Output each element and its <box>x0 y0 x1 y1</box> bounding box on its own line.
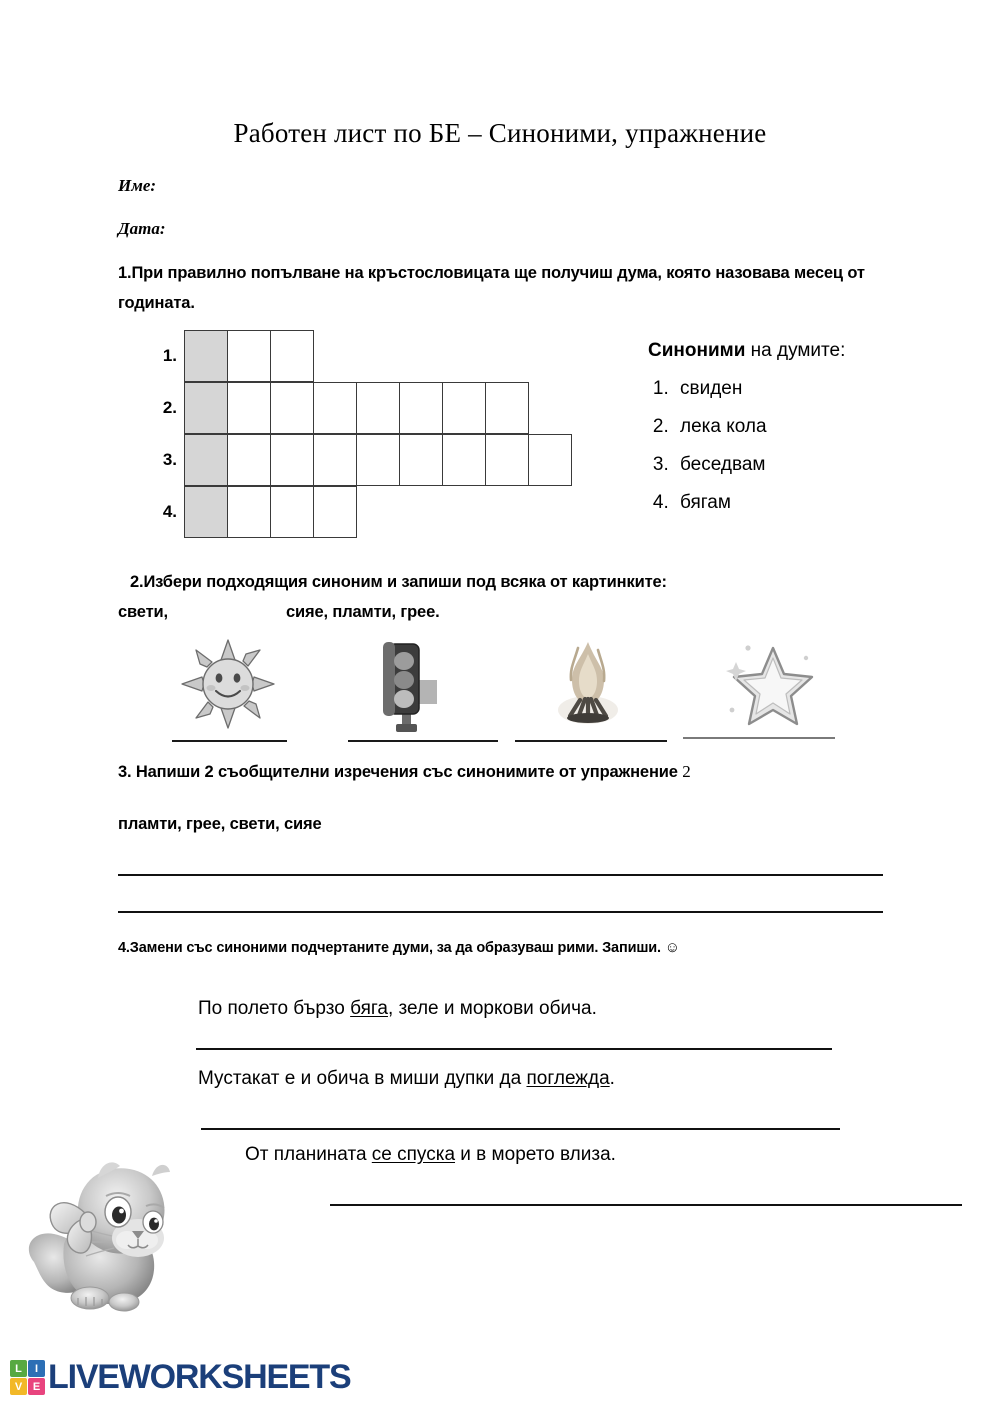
crossword-cell-shaded[interactable] <box>184 330 228 382</box>
exercise-4-answer-line-3[interactable] <box>330 1204 962 1206</box>
crossword-cells <box>185 383 529 434</box>
synonym-item: 1. свиден <box>674 370 845 408</box>
picture-slot-traffic-light <box>350 636 465 736</box>
exercise-2-word-first: свети, <box>118 603 168 621</box>
sentence-2-underlined-word: поглежда <box>526 1068 610 1089</box>
crossword-cell[interactable] <box>227 330 271 382</box>
crossword-cell[interactable] <box>442 382 486 434</box>
crossword-row <box>155 382 572 434</box>
sentence-3-underlined-word: се спуска <box>371 1144 456 1165</box>
rhyme-sentence-1 <box>198 998 597 1020</box>
sentence-2-before: Мустакат е и обича в миши дупки да <box>198 1068 527 1089</box>
smiley-icon: ☺ <box>664 939 680 956</box>
sentence-2-after: . <box>609 1068 615 1089</box>
exercise-1-instruction: 1.При правилно попълване на кръстословицата ще получиш дума, която назовава месец от годината. <box>118 264 865 312</box>
crossword-row-number: 4. <box>162 502 177 521</box>
exercise-2-instruction <box>118 567 908 627</box>
crossword-row-number: 1. <box>162 346 177 365</box>
rhyme-sentence-2 <box>198 1068 615 1090</box>
picture-answer-line-3[interactable] <box>515 740 667 742</box>
sun-icon <box>178 636 278 732</box>
synonym-item: 2. лека кола <box>674 408 845 446</box>
crossword-cell[interactable] <box>227 434 271 486</box>
picture-slot-sun <box>170 636 285 736</box>
synonyms-heading <box>648 332 845 370</box>
liveworksheets-logo <box>10 1358 350 1397</box>
picture-answer-line-2[interactable] <box>348 740 498 742</box>
crossword-grid <box>155 330 572 538</box>
logo-tile-v: V <box>10 1378 27 1395</box>
crossword-cell[interactable] <box>485 434 529 486</box>
exercise-3-instruction-tail: 2 <box>682 762 691 781</box>
kitten-illustration <box>20 1152 220 1327</box>
exercise-2-instruction-line1: 2.Избери подходящия синоним и запиши под всяка от картинките: <box>130 573 667 591</box>
picture-slot-campfire <box>530 636 645 736</box>
crossword-cell[interactable] <box>270 434 314 486</box>
exercise-4-instruction <box>118 933 908 963</box>
picture-slot-star <box>710 636 825 736</box>
page-title: Работен лист по БЕ – Синоними, упражнение <box>233 118 767 148</box>
logo-wordmark: LIVEWORKSHEETS <box>48 1358 351 1396</box>
crossword-cell[interactable] <box>356 434 400 486</box>
exercise-3-answer-line-2[interactable] <box>118 911 883 913</box>
sentence-1-underlined-word: бяга <box>350 998 388 1019</box>
synonym-item: 4. бягам <box>674 484 845 522</box>
crossword-cell[interactable] <box>442 434 486 486</box>
name-label: Име: <box>118 176 157 195</box>
synonyms-panel <box>648 332 845 522</box>
sentence-3-after: и в морето влиза. <box>455 1144 616 1165</box>
picture-answer-line-1[interactable] <box>172 740 287 742</box>
crossword-cell-shaded[interactable] <box>184 382 228 434</box>
sentence-3-before: От планината <box>245 1144 372 1165</box>
exercise-4-answer-line-1[interactable] <box>196 1048 832 1050</box>
crossword-cell[interactable] <box>227 382 271 434</box>
crossword-cell[interactable] <box>270 486 314 538</box>
star-icon <box>718 636 818 732</box>
crossword-cell[interactable] <box>485 382 529 434</box>
crossword-cell[interactable] <box>399 382 443 434</box>
exercise-4-instruction-text: 4.Замени със синоними подчертаните думи, за да образуваш рими. Запиши. <box>118 940 665 956</box>
picture-answer-line-4[interactable] <box>683 737 835 739</box>
traffic-light-icon <box>363 636 453 732</box>
crossword-cell-shaded[interactable] <box>184 434 228 486</box>
picture-row <box>170 636 890 746</box>
crossword-cells <box>185 331 314 382</box>
logo-tile-i: I <box>28 1360 45 1377</box>
synonyms-heading-bold: Синоними <box>648 340 746 361</box>
campfire-icon <box>540 636 636 732</box>
crossword-row <box>155 434 572 486</box>
crossword-cell[interactable] <box>313 434 357 486</box>
synonyms-list <box>648 370 845 522</box>
crossword-row-number: 3. <box>162 450 177 469</box>
crossword-cell[interactable] <box>313 382 357 434</box>
exercise-3-answer-line-1[interactable] <box>118 874 883 876</box>
crossword-cells <box>185 435 572 486</box>
crossword-cells <box>185 487 357 538</box>
crossword-cell[interactable] <box>399 434 443 486</box>
synonym-item: 3. беседвам <box>674 446 845 484</box>
sentence-1-after: , зеле и моркови обича. <box>387 998 597 1019</box>
crossword-cell[interactable] <box>313 486 357 538</box>
logo-tiles <box>10 1360 45 1395</box>
rhyme-sentence-3 <box>245 1144 616 1166</box>
exercise-3-words: пламти, грее, свети, сияе <box>118 815 322 833</box>
exercise-3-instruction-bold: 3. Напиши 2 съобщителни изречения със синонимите от упражнение <box>118 763 683 781</box>
exercise-3-instruction <box>118 757 908 839</box>
crossword-cell[interactable] <box>270 330 314 382</box>
crossword-cell-shaded[interactable] <box>184 486 228 538</box>
synonyms-heading-rest: на думите: <box>745 340 846 361</box>
crossword-cell[interactable] <box>356 382 400 434</box>
exercise-2-words-rest: сияе, пламти, грее. <box>285 603 440 621</box>
crossword-row-number: 2. <box>162 398 177 417</box>
crossword-cell[interactable] <box>227 486 271 538</box>
logo-tile-e: E <box>28 1378 45 1395</box>
crossword-cell[interactable] <box>270 382 314 434</box>
exercise-4-answer-line-2[interactable] <box>201 1128 840 1130</box>
crossword-cell[interactable] <box>528 434 572 486</box>
sentence-1-before: По полето бързо <box>198 998 351 1019</box>
crossword-row <box>155 486 572 538</box>
logo-tile-l: L <box>10 1360 27 1377</box>
date-label: Дата: <box>118 219 166 238</box>
crossword-row <box>155 330 572 382</box>
